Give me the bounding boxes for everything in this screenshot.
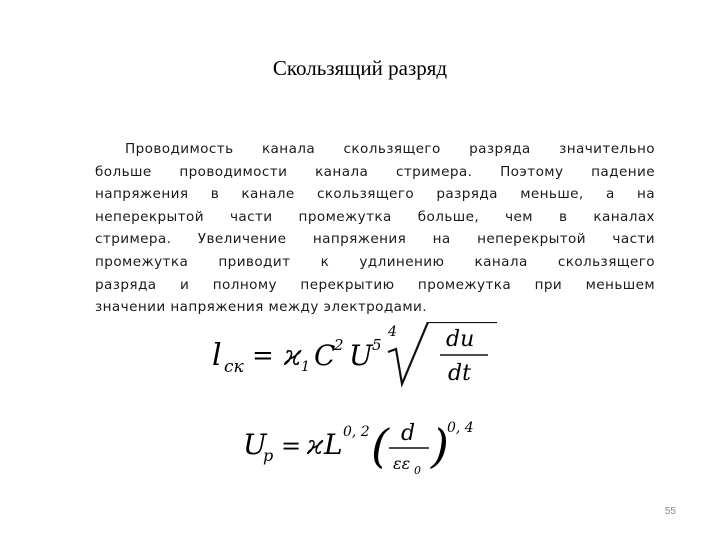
formula2-numerator: d xyxy=(401,421,416,446)
formula2-close-paren: ) xyxy=(431,419,449,473)
formula2-lhs: U xyxy=(243,428,267,461)
formula1-u-exp: 5 xyxy=(372,336,382,354)
paragraph-line: Проводимость канала скользящего разряда значительно xyxy=(125,141,655,157)
formula1-coef: ϰ xyxy=(284,339,302,372)
paragraph-line: неперекрытой части промежутка больше, чем в каналах xyxy=(95,208,655,225)
paragraph-line: больше проводимости канала стримера. Поэтому падение xyxy=(95,163,655,180)
formula2-open-paren: ( xyxy=(371,419,389,473)
formula1-u: U xyxy=(349,339,373,372)
paragraph-line: промежутка приводит к удлинению канала скользящего xyxy=(95,253,655,270)
slide-title: Скользящий разряд xyxy=(272,56,448,80)
formula1-coef-sub: 1 xyxy=(301,359,310,375)
formula2-l-exp: 0, 2 xyxy=(343,424,370,440)
formula1-c-exp: 2 xyxy=(334,336,344,354)
formula2-denominator: εε xyxy=(393,454,411,473)
formula1-root-index: 4 xyxy=(388,324,397,340)
paragraph-line: значении напряжения между электродами. xyxy=(95,299,428,316)
body-paragraph xyxy=(95,138,655,319)
formula2-l: L xyxy=(324,428,343,461)
formula2-outer-exp: 0, 4 xyxy=(447,420,474,436)
formula1-lhs: l xyxy=(212,338,222,373)
paragraph-line: напряжения в канале скользящего разряда меньше, а на xyxy=(95,186,655,203)
formula1-equals: = xyxy=(252,341,274,371)
formula1-lhs-sub: ск xyxy=(224,357,244,377)
formula1-denominator: dt xyxy=(448,361,471,386)
radical-sign-icon xyxy=(388,322,497,384)
paragraph-line: разряда и полному перекрытию промежутка при меньшем xyxy=(95,276,655,293)
page-number: 55 xyxy=(664,506,676,517)
formula-channel-length xyxy=(212,322,512,392)
formula2-lhs-sub: р xyxy=(263,446,274,465)
formula2-equals: = xyxy=(281,432,302,460)
formula2-denominator-sub: 0 xyxy=(414,464,421,477)
formula1-c: C xyxy=(314,339,336,372)
formula-discharge-voltage xyxy=(243,418,503,480)
formula1-numerator: du xyxy=(446,327,475,352)
formula2-coef: ϰ xyxy=(307,431,324,461)
paragraph-line: стримера. Увеличение напряжения на неперекрытой части xyxy=(95,231,655,248)
